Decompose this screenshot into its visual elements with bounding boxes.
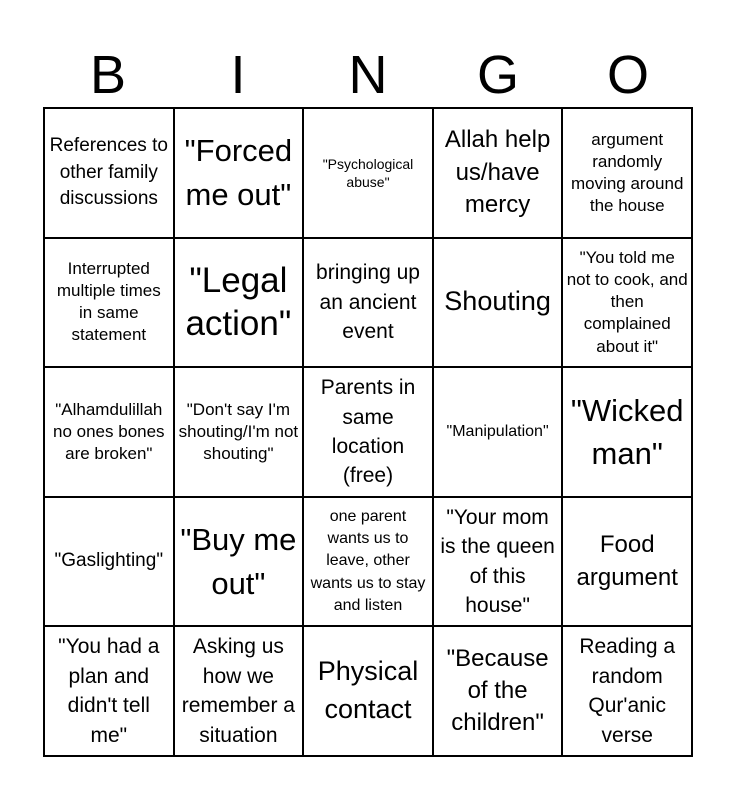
cell-text: Physical contact [317,656,419,725]
cell-text: "Buy me out" [180,522,297,601]
header-letter-i: I [230,45,246,105]
cell-text: "Alhamdulillah no ones bones are broken" [53,399,165,464]
bingo-grid [43,107,693,757]
bingo-cell[interactable] [44,367,174,497]
cell-text: Food argument [576,531,678,591]
bingo-cell[interactable] [433,626,563,756]
bingo-cell[interactable] [174,367,304,497]
header-letter-b: B [89,45,127,105]
cell-text: References to other family discussions [49,134,168,210]
bingo-cell[interactable] [433,367,563,497]
cell-text: bringing up an ancient event [316,261,420,344]
header-letter-g: G [476,45,519,105]
cell-text: "Wicked man" [570,392,684,471]
cell-text: one parent wants us to leave, other wants us to stay and listen [310,507,426,615]
bingo-cell[interactable] [562,367,692,497]
header-letter-n: N [348,45,388,105]
bingo-cell[interactable] [303,626,433,756]
bingo-cell[interactable] [433,497,563,627]
cell-text: Shouting [444,286,551,317]
cell-text: "Psychological abuse" [322,155,414,190]
bingo-cell[interactable] [174,108,304,238]
bingo-cell[interactable] [303,497,433,627]
bingo-cell[interactable] [44,497,174,627]
bingo-cell[interactable] [562,108,692,238]
cell-text: "Manipulation" [446,422,549,440]
bingo-cell[interactable] [174,497,304,627]
cell-text: "You had a plan and didn't tell me" [58,635,160,747]
cell-text: Interrupted multiple times in same statement [56,259,161,345]
cell-text: Parents in same location (free) [320,376,416,488]
cell-text: "Gaslighting" [54,550,164,572]
bingo-cell[interactable] [562,626,692,756]
bingo-cell[interactable] [174,238,304,368]
bingo-cell[interactable] [44,238,174,368]
bingo-cell[interactable] [433,108,563,238]
bingo-cell[interactable] [174,626,304,756]
cell-text: "Legal action" [185,260,292,344]
bingo-header [43,44,693,106]
cell-text: "Don't say I'm shouting/I'm not shouting" [178,399,299,464]
bingo-cell[interactable] [562,497,692,627]
bingo-cell[interactable] [303,108,433,238]
cell-text: "Because of the children" [446,644,549,737]
bingo-cell[interactable] [44,108,174,238]
cell-text: Reading a random Qur'anic verse [579,635,676,747]
header-letter-o: O [606,45,649,105]
bingo-cell[interactable] [562,238,692,368]
bingo-cell[interactable] [303,367,433,497]
cell-text: argument randomly moving around the house [570,129,684,215]
cell-text: "You told me not to cook, and then complained about it" [566,248,688,356]
cell-text: "Your mom is the queen of this house" [440,505,555,617]
cell-text: "Forced me out" [184,133,293,212]
cell-text: Asking us how we remember a situation [181,635,295,747]
bingo-cell[interactable] [433,238,563,368]
bingo-cell[interactable] [303,238,433,368]
cell-text: Allah help us/have mercy [444,126,551,218]
bingo-cell[interactable] [44,626,174,756]
